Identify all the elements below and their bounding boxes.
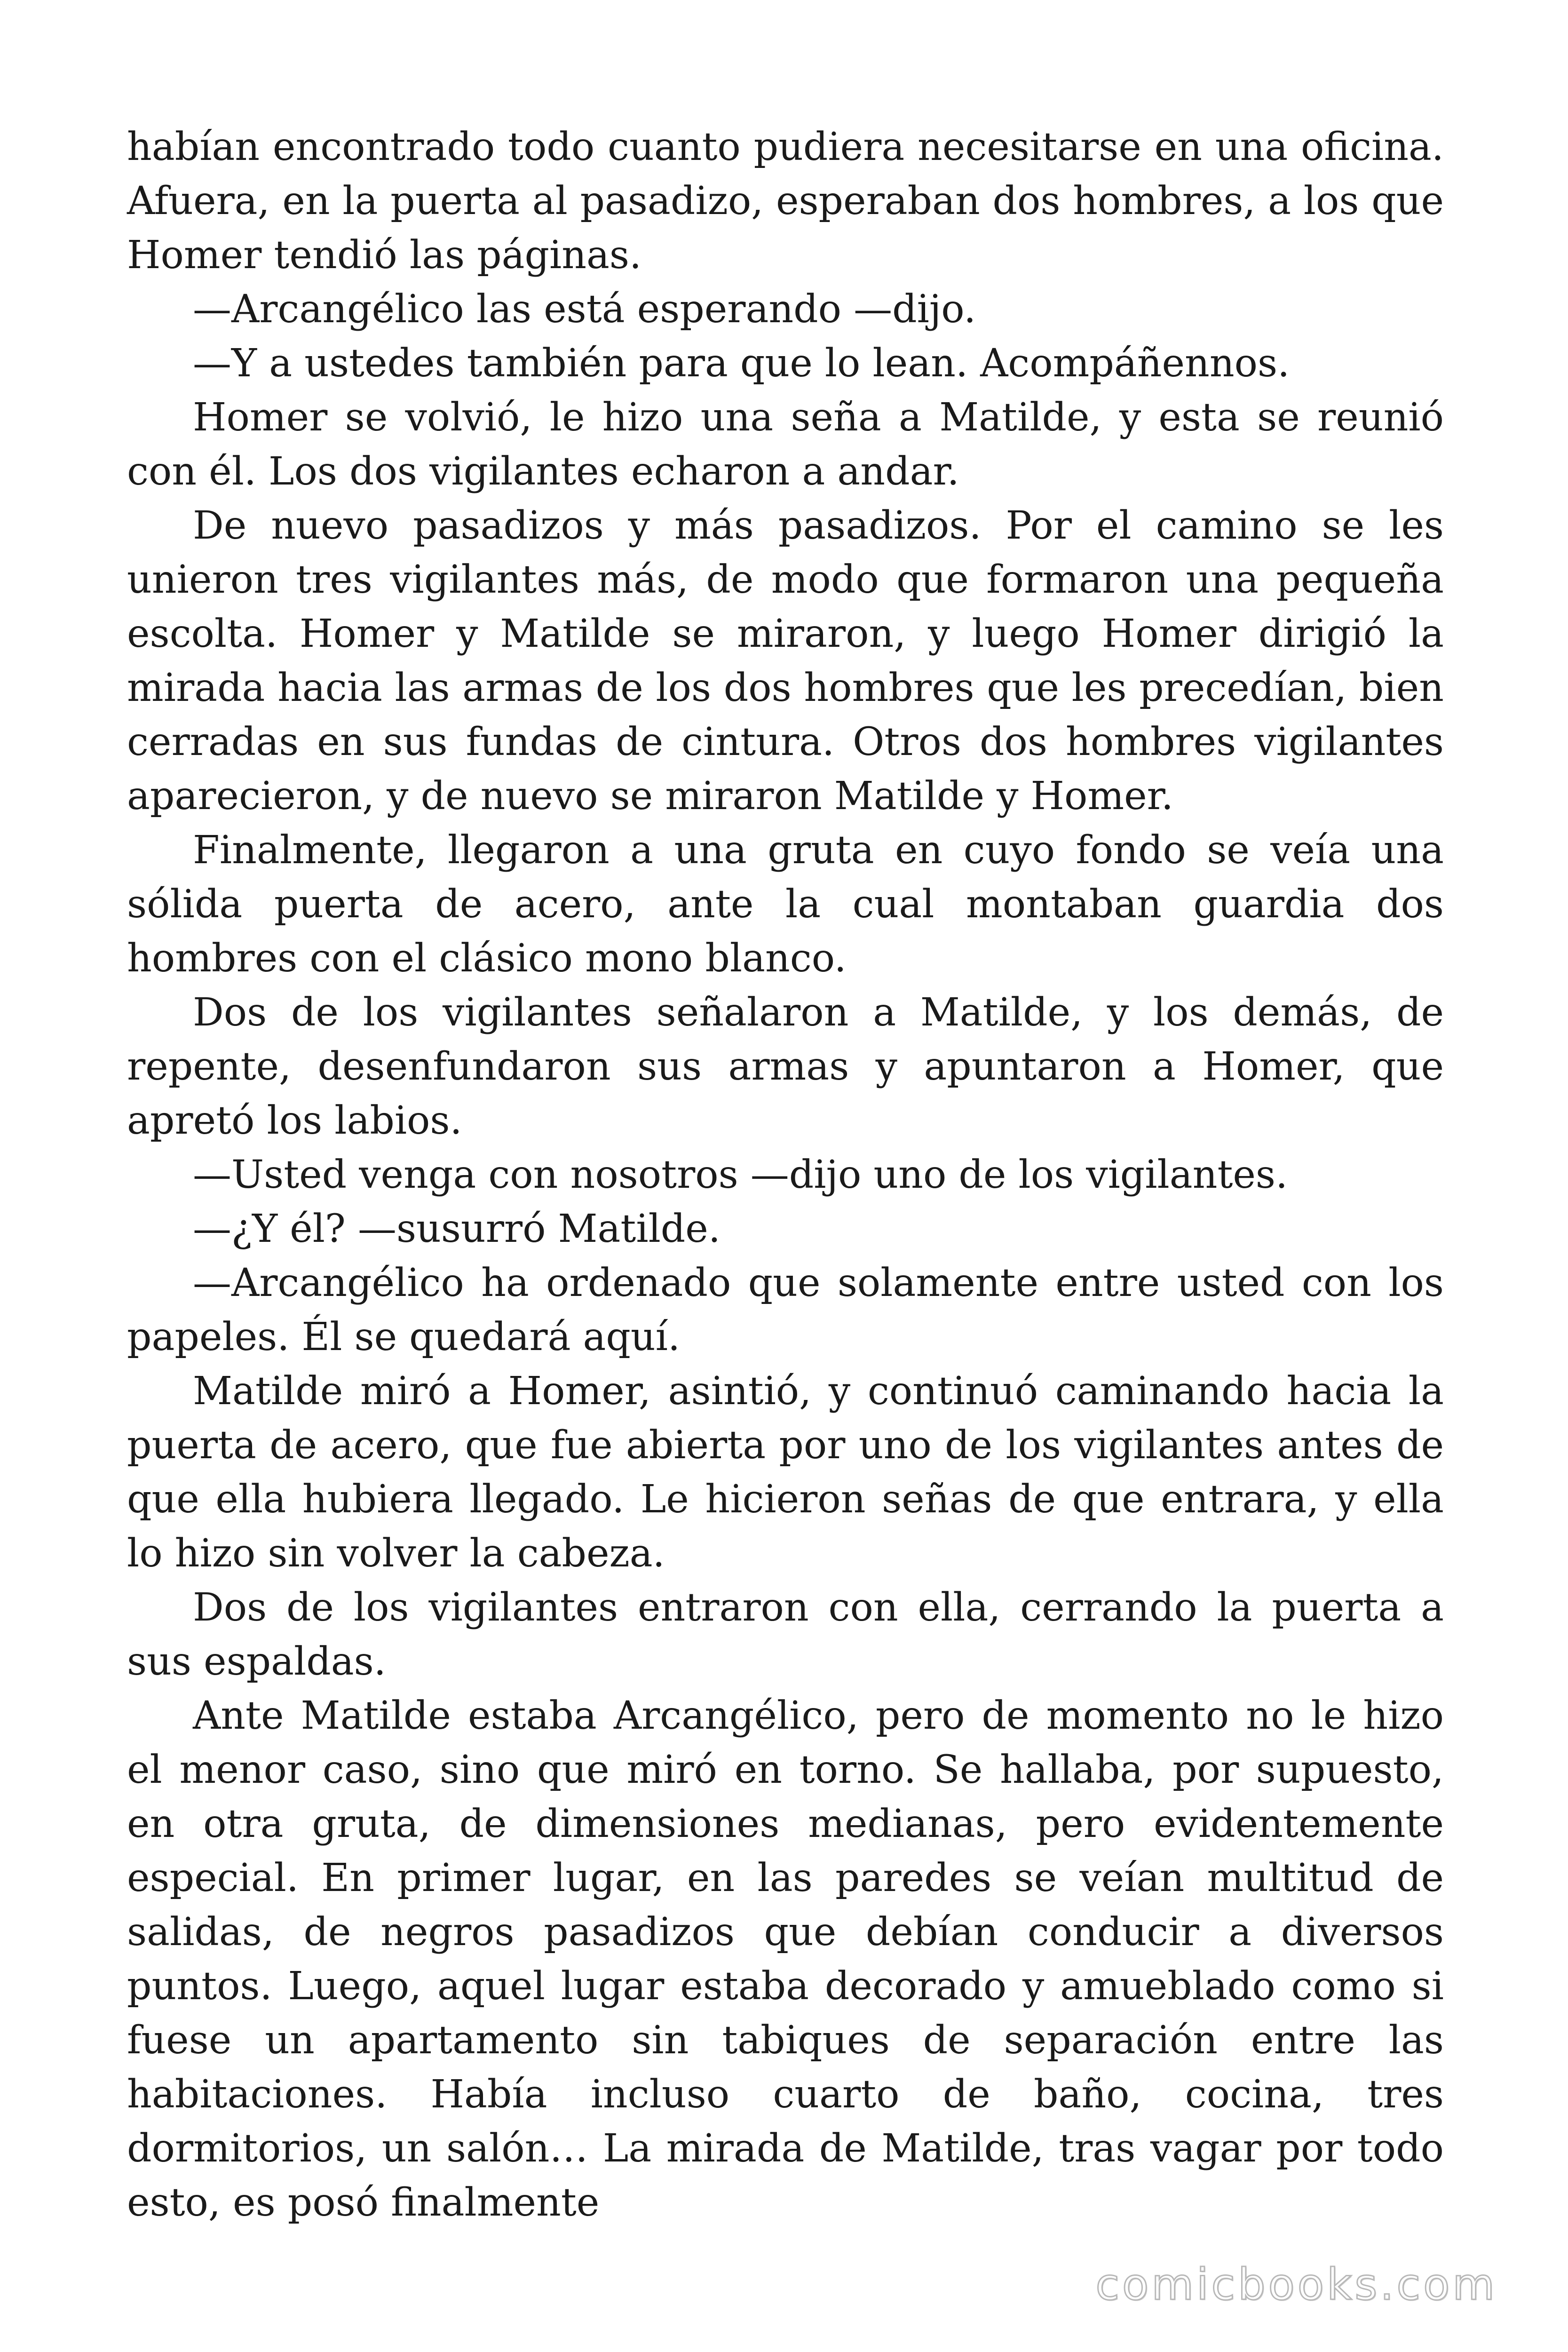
paragraph: habían encontrado todo cuanto pudiera necesitarse en una oficina. Afuera, en la puerta al pasadizo, esperaban dos hombres, a los que Homer tendió las páginas.	[127, 125, 1444, 278]
paragraph: —¿Y él? —susurró Matilde.	[193, 1207, 721, 1251]
paragraph: Dos de los vigilantes señalaron a Matilde, y los demás, de repente, desenfundaron sus armas y apuntaron a Homer, que apretó los labios.	[127, 990, 1444, 1143]
paragraph: Dos de los vigilantes entraron con ella, cerrando la puerta a sus espaldas.	[127, 1585, 1444, 1684]
watermark: comicbooks.com	[1095, 2259, 1497, 2310]
paragraph: —Usted venga con nosotros —dijo uno de los vigilantes.	[193, 1152, 1288, 1197]
paragraph: —Y a ustedes también para que lo lean. Acompáñennos.	[193, 341, 1290, 386]
paragraph: De nuevo pasadizos y más pasadizos. Por el camino se les unieron tres vigilantes más, de modo que formaron una pequeña escolta. Homer y Matilde se miraron, y luego Homer dirigió la mirada hacia las armas de los dos hombres que les precedían, bien cerradas en sus fundas de cintura. Otros dos hombres vigilantes aparecieron, y de nuevo se miraron Matilde y Homer.	[127, 503, 1444, 818]
paragraph: Homer se volvió, le hizo una seña a Matilde, y esta se reunió con él. Los dos vigilantes echaron a andar.	[127, 395, 1444, 494]
paragraph: Finalmente, llegaron a una gruta en cuyo fondo se veía una sólida puerta de acero, ante la cual montaban guardia dos hombres con el clásico mono blanco.	[127, 828, 1444, 981]
page-body-text	[127, 120, 1444, 2230]
paragraph: —Arcangélico las está esperando —dijo.	[193, 287, 976, 332]
paragraph: —Arcangélico ha ordenado que solamente entre usted con los papeles. Él se quedará aquí.	[127, 1261, 1444, 1359]
paragraph: Ante Matilde estaba Arcangélico, pero de momento no le hizo el menor caso, sino que miró en torno. Se hallaba, por supuesto, en otra gruta, de dimensiones medianas, pero evidentemente especial. En primer lugar, en las paredes se veían multitud de salidas, de negros pasadizos que debían conducir a diversos puntos. Luego, aquel lugar estaba decorado y amueblado como si fuese un apartamento sin tabiques de separación entre las habitaciones. Había incluso cuarto de baño, cocina, tres dormitorios, un salón… La mirada de Matilde, tras vagar por todo esto, es posó finalmente	[127, 1693, 1444, 2225]
paragraph: Matilde miró a Homer, asintió, y continuó caminando hacia la puerta de acero, que fue abierta por uno de los vigilantes antes de que ella hubiera llegado. Le hicieron señas de que entrara, y ella lo hizo sin volver la cabeza.	[127, 1369, 1444, 1576]
